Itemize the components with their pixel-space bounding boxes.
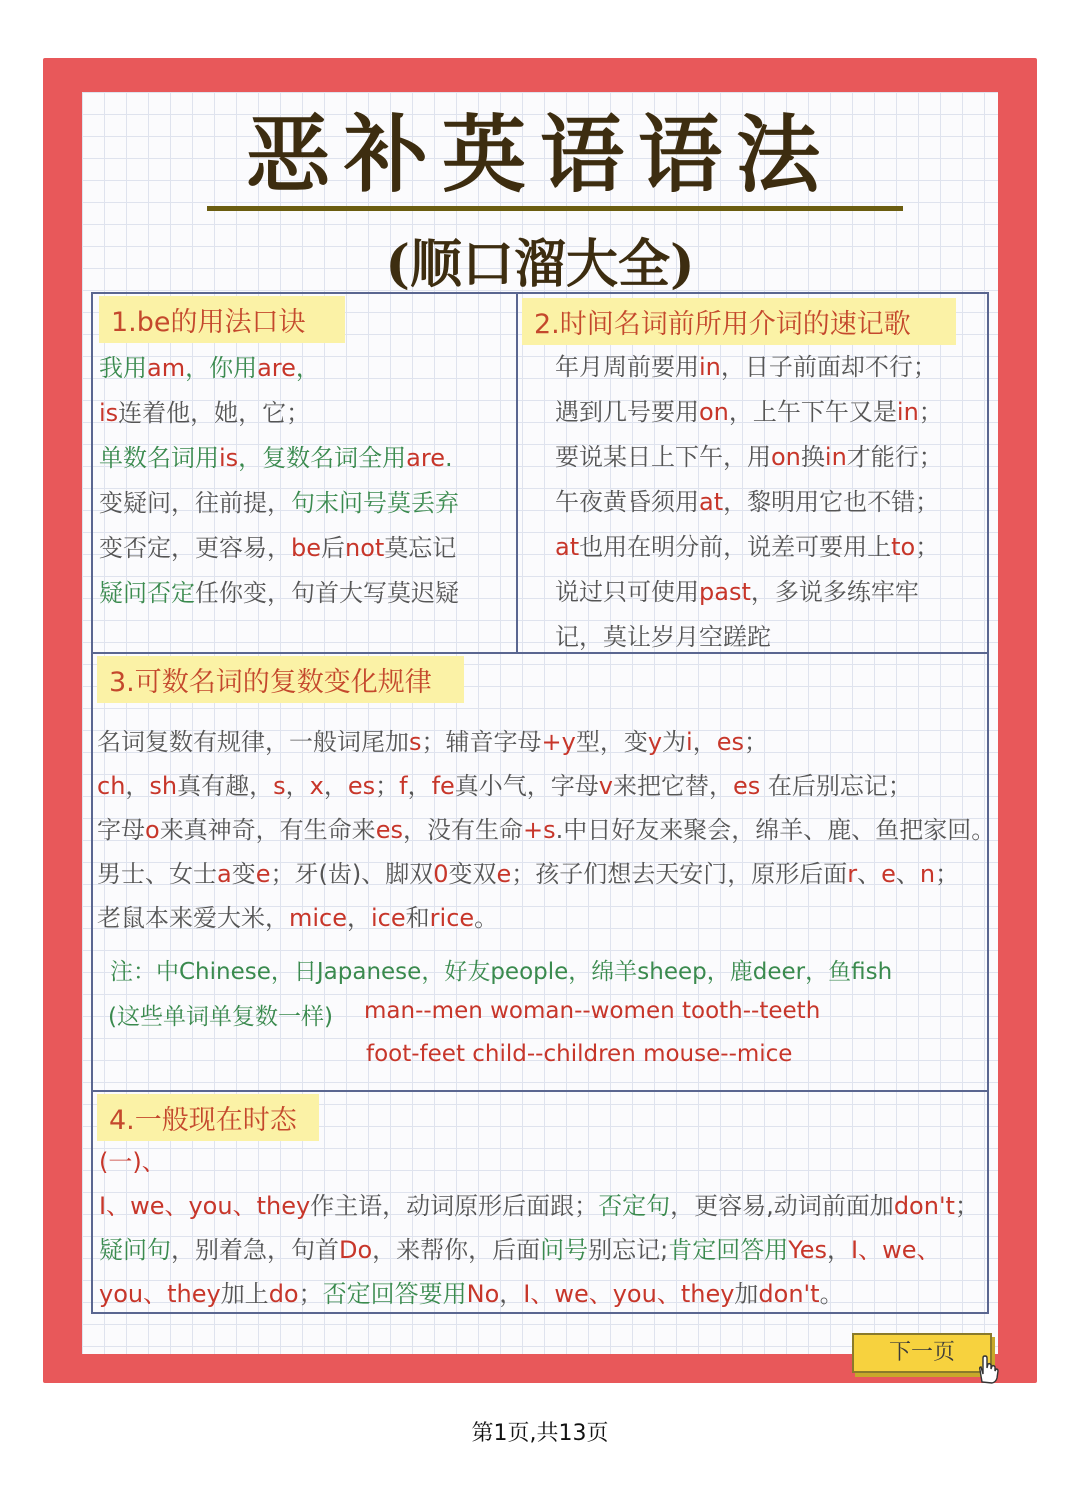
text-line bbox=[555, 392, 943, 427]
text-segment: 说过只可使用 bbox=[555, 578, 699, 606]
text-segment: mice bbox=[289, 904, 348, 932]
text-segment: ；牙(齿)、脚双 bbox=[270, 860, 434, 888]
text-line bbox=[555, 482, 939, 517]
text-segment: on bbox=[771, 443, 801, 471]
title-underline bbox=[207, 206, 903, 211]
text-line bbox=[555, 347, 937, 382]
text-segment: 、 bbox=[857, 860, 882, 888]
text-line bbox=[99, 528, 456, 563]
section-3-heading: 3.可数名词的复数变化规律 bbox=[97, 656, 464, 703]
text-segment: o bbox=[145, 816, 160, 844]
text-segment: don't bbox=[758, 1280, 820, 1308]
text-segment: 也用在明分前，说差可要用上 bbox=[579, 533, 892, 561]
text-segment: ，来帮你，后面 bbox=[372, 1236, 541, 1264]
text-line bbox=[555, 572, 919, 607]
text-segment: 午夜黄昏须用 bbox=[555, 488, 699, 516]
text-segment: 后 bbox=[321, 534, 345, 562]
text-segment: ， bbox=[499, 1280, 524, 1308]
text-segment: ； bbox=[935, 860, 960, 888]
text-segment: 加 bbox=[734, 1280, 759, 1308]
text-segment: 疑问否定 bbox=[99, 579, 195, 607]
text-segment: 否定回答要用 bbox=[322, 1280, 467, 1308]
text-segment: y bbox=[647, 728, 663, 756]
text-line bbox=[555, 437, 943, 472]
text-segment: don't bbox=[893, 1192, 955, 1220]
page-title: 恶补英语语法 bbox=[245, 105, 834, 204]
text-segment: be bbox=[291, 534, 321, 562]
text-segment: I、we、you、they bbox=[523, 1280, 735, 1308]
text-segment: ； bbox=[915, 533, 940, 561]
text-segment: rice bbox=[429, 904, 475, 932]
text-segment: is bbox=[219, 444, 239, 472]
text-segment: ；孩子们想去天安门，原形后面 bbox=[511, 860, 848, 888]
text-segment: 句末问号莫丢弃 bbox=[291, 489, 459, 517]
text-segment: ，多说多练牢牢 bbox=[750, 578, 919, 606]
text-segment: 问号 bbox=[540, 1236, 589, 1264]
text-segment: ， bbox=[285, 772, 310, 800]
section-3-note-line-2-prefix: (这些单词单复数一样) bbox=[108, 1004, 333, 1030]
text-segment: 遇到几号要用 bbox=[555, 398, 699, 426]
text-line bbox=[99, 1274, 844, 1309]
text-segment: 男士、女士 bbox=[97, 860, 217, 888]
text-segment: es bbox=[733, 772, 761, 800]
text-line bbox=[97, 722, 768, 757]
text-segment: not bbox=[345, 534, 385, 562]
text-line bbox=[97, 854, 959, 889]
text-line bbox=[99, 393, 310, 428]
text-segment: 单数名词用 bbox=[99, 444, 219, 472]
text-segment: +y bbox=[541, 728, 576, 756]
text-segment: 为 bbox=[662, 728, 687, 756]
text-segment: es bbox=[347, 772, 376, 800]
text-segment: . bbox=[555, 816, 564, 844]
text-segment: ，没有生命 bbox=[402, 816, 523, 844]
text-segment: am bbox=[147, 354, 186, 382]
text-segment: ，黎明用它也不错； bbox=[723, 488, 940, 516]
text-segment: I、we、 bbox=[851, 1236, 941, 1264]
text-segment: ； bbox=[743, 728, 768, 756]
text-segment: . bbox=[444, 444, 453, 472]
text-segment: in bbox=[824, 443, 847, 471]
text-segment: ， bbox=[125, 772, 150, 800]
pointing-hand-icon bbox=[970, 1352, 1004, 1386]
text-segment: r bbox=[847, 860, 858, 888]
text-segment: 要说某日上下午，用 bbox=[555, 443, 771, 471]
text-segment: a bbox=[217, 860, 232, 888]
text-segment: 才能行； bbox=[846, 443, 943, 471]
text-segment: 型，变 bbox=[575, 728, 648, 756]
text-segment: sh bbox=[149, 772, 178, 800]
text-segment: e bbox=[255, 860, 271, 888]
text-segment: 0 bbox=[433, 860, 449, 888]
text-line bbox=[99, 573, 459, 608]
text-segment: 加上 bbox=[220, 1280, 269, 1308]
text-segment: (一)、 bbox=[99, 1148, 166, 1176]
text-line bbox=[97, 766, 912, 801]
text-segment: 变双 bbox=[448, 860, 497, 888]
text-segment: ，别着急，句首 bbox=[171, 1236, 339, 1264]
text-line bbox=[97, 898, 498, 933]
text-segment: 和 bbox=[405, 904, 430, 932]
text-line bbox=[99, 348, 320, 383]
text-segment: are bbox=[257, 354, 296, 382]
text-segment: in bbox=[896, 398, 919, 426]
text-segment: ， bbox=[407, 772, 432, 800]
text-line bbox=[99, 1186, 979, 1221]
text-line bbox=[555, 617, 771, 652]
text-segment: at bbox=[555, 533, 580, 561]
text-segment: 莫忘记 bbox=[384, 534, 457, 562]
text-line bbox=[555, 527, 939, 562]
text-segment: Do bbox=[339, 1236, 373, 1264]
text-segment: 变否定，更容易， bbox=[99, 534, 291, 562]
text-segment: I、we、you、they bbox=[99, 1192, 311, 1220]
text-segment: i bbox=[686, 728, 693, 756]
text-segment: in bbox=[699, 353, 721, 381]
text-segment: ，更容易,动词前面加 bbox=[670, 1192, 894, 1220]
text-segment: 作主语，动词原形后面跟； bbox=[310, 1192, 599, 1220]
text-segment: you、they bbox=[99, 1280, 221, 1308]
text-segment: es bbox=[716, 728, 744, 756]
page-subtitle: (顺口溜大全) bbox=[385, 234, 695, 295]
text-segment: ，上午下午又是 bbox=[728, 398, 897, 426]
text-segment: 否定句 bbox=[598, 1192, 671, 1220]
text-segment: 任你变，句首大写莫迟疑 bbox=[195, 579, 459, 607]
text-segment: ， bbox=[295, 354, 320, 382]
section-3-note-line-3: foot-feet child--children mouse--mice bbox=[366, 1041, 793, 1067]
text-segment: ，复数名词全用 bbox=[238, 444, 407, 472]
text-segment: v bbox=[598, 772, 613, 800]
text-segment: ， bbox=[347, 904, 372, 932]
text-segment: 字母 bbox=[97, 816, 145, 844]
text-segment: es bbox=[375, 816, 403, 844]
text-segment: e bbox=[496, 860, 512, 888]
text-segment: 真有趣， bbox=[177, 772, 274, 800]
text-line bbox=[97, 810, 995, 845]
text-segment: Yes bbox=[788, 1236, 828, 1264]
text-segment: are bbox=[406, 444, 445, 472]
text-segment: ， bbox=[323, 772, 348, 800]
text-segment: 肯定回答用 bbox=[668, 1236, 789, 1264]
text-segment: ； bbox=[918, 398, 943, 426]
section-2-heading: 2.时间名词前所用介词的速记歌 bbox=[522, 298, 956, 345]
text-segment: 我用 bbox=[99, 354, 147, 382]
text-segment: 疑问句 bbox=[99, 1236, 171, 1264]
text-segment: fe bbox=[431, 772, 455, 800]
text-segment: ，你用 bbox=[185, 354, 258, 382]
text-segment: ch bbox=[97, 772, 126, 800]
text-segment: past bbox=[699, 578, 751, 606]
text-segment: 来把它替， bbox=[613, 772, 733, 800]
text-segment: 变 bbox=[231, 860, 256, 888]
text-segment: x bbox=[309, 772, 324, 800]
text-segment: 老鼠本来爱大米， bbox=[97, 904, 289, 932]
text-segment: ； bbox=[375, 772, 400, 800]
text-segment: ； bbox=[954, 1192, 979, 1220]
text-segment: 来真神奇，有生命来 bbox=[159, 816, 376, 844]
text-segment: No bbox=[466, 1280, 500, 1308]
text-segment: 。 bbox=[474, 904, 499, 932]
text-line bbox=[99, 483, 459, 518]
text-segment: f bbox=[399, 772, 408, 800]
text-segment: s bbox=[273, 772, 286, 800]
text-segment: 真小气，字母 bbox=[454, 772, 599, 800]
text-segment: e bbox=[881, 860, 896, 888]
text-segment: 中日好友来聚会，绵羊、鹿、鱼把家回。 bbox=[563, 816, 996, 844]
text-segment: 、 bbox=[895, 860, 920, 888]
text-segment: do bbox=[268, 1280, 299, 1308]
page-footer: 第1页,共13页 bbox=[471, 1421, 609, 1446]
text-segment: n bbox=[919, 860, 936, 888]
section-4-heading: 4.一般现在时态 bbox=[97, 1094, 319, 1141]
text-line bbox=[99, 438, 453, 473]
text-segment: +s bbox=[522, 816, 556, 844]
text-segment: on bbox=[699, 398, 729, 426]
text-segment: 换 bbox=[800, 443, 825, 471]
section-3-note-line-2-words: man--men woman--women tooth--teeth bbox=[364, 998, 821, 1024]
text-segment: is bbox=[99, 399, 119, 427]
section-1-heading: 1.be的用法口诀 bbox=[99, 296, 345, 343]
text-segment: ice bbox=[371, 904, 406, 932]
text-segment: ， bbox=[692, 728, 717, 756]
text-segment: ，日子前面却不行； bbox=[720, 353, 937, 381]
text-line bbox=[99, 1230, 941, 1265]
text-segment: ； bbox=[298, 1280, 323, 1308]
text-segment: 记，莫让岁月空蹉跎 bbox=[555, 623, 771, 651]
text-segment: 在后别忘记； bbox=[760, 772, 912, 800]
section-3-note-line-1: 注：中Chinese，日Japanese，好友people，绵羊sheep，鹿deer，鱼fish bbox=[110, 959, 893, 985]
text-segment: s bbox=[409, 728, 422, 756]
text-segment: ；辅音字母 bbox=[421, 728, 542, 756]
text-segment: to bbox=[891, 533, 916, 561]
text-segment: 别忘记; bbox=[588, 1236, 669, 1264]
text-segment: at bbox=[699, 488, 724, 516]
text-segment: 变疑问，往前提， bbox=[99, 489, 291, 517]
text-line bbox=[99, 1142, 166, 1177]
text-segment: 名词复数有规律，一般词尾加 bbox=[97, 728, 409, 756]
text-segment: 。 bbox=[819, 1280, 844, 1308]
text-segment: 连着他，她，它； bbox=[118, 399, 311, 427]
next-page-button[interactable]: 下一页 bbox=[852, 1333, 992, 1373]
text-segment: ， bbox=[827, 1236, 852, 1264]
text-segment: 年月周前要用 bbox=[555, 353, 699, 381]
